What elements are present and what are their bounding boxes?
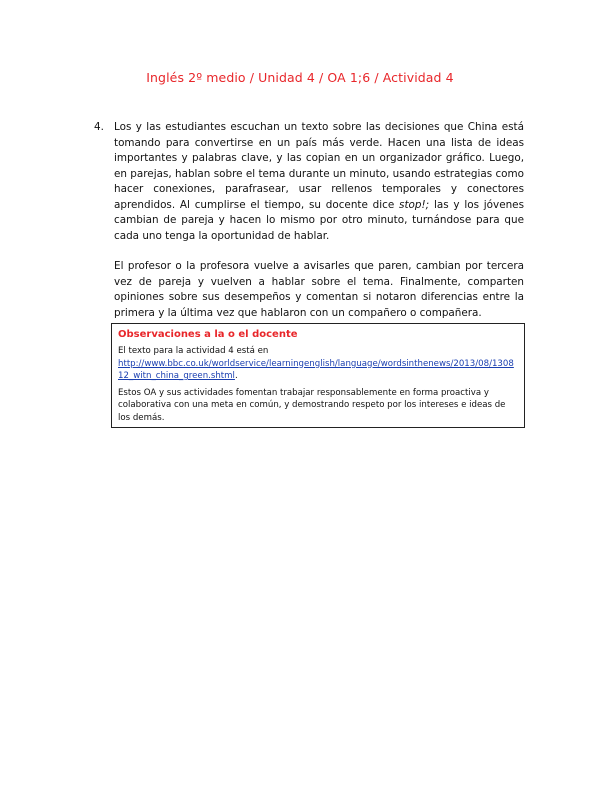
- observations-box: [111, 323, 525, 428]
- item-number: 4.: [94, 121, 104, 133]
- paragraph-2: El profesor o la profesora vuelve a avisarles que paren, cambian por tercera vez de pareja y vuelven a hablar sobre el tema. Finalmente, comparten opiniones sobre sus desempeños y comentan si notaron diferencias entre la primera y la última vez que hablaron con un compañero o compañera.: [114, 260, 524, 319]
- item-body: [114, 120, 524, 321]
- paragraph-1-emphasis: stop!;: [399, 198, 430, 211]
- paragraph-1-text-b: las y los jóvenes cambian de pareja y hacen lo mismo por otro minuto, turnándose para que cada uno tenga la oportunidad de hablar.: [114, 198, 524, 242]
- link-suffix: .: [234, 371, 238, 381]
- observations-title: Observaciones a la o el docente: [118, 329, 298, 340]
- page-title: Inglés 2º medio / Unidad 4 / OA 1;6 / Actividad 4: [146, 70, 454, 85]
- paragraph-1: [114, 120, 524, 244]
- activity-item: [94, 120, 524, 321]
- resource-link[interactable]: http://www.bbc.co.uk/worldservice/learningenglish/language/wordsinthenews/2013/08/130812_witn_china_green.shtml: [118, 358, 514, 381]
- observations-note: Estos OA y sus actividades fomentan trabajar responsablemente en forma proactiva y colaborativa con una meta en común, y demostrando respeto por los intereses e ideas de los demás.: [118, 387, 506, 423]
- observations-intro: El texto para la actividad 4 está en: [118, 346, 269, 356]
- paragraph-1-text-a: Los y las estudiantes escuchan un texto sobre las decisiones que China está tomando para convertirse en un país más verde. Hacen una lista de ideas importantes y palabras clave, y las copian en un organizador gráfico. Luego, en parejas, hablan sobre el tema durante un minuto, usando estrategias como hacer conexiones, parafrasear, usar rellenos temporales y conectores aprendidos. Al cumplirse el tiempo, su docente dice: [114, 121, 524, 211]
- observations-text: [118, 345, 518, 383]
